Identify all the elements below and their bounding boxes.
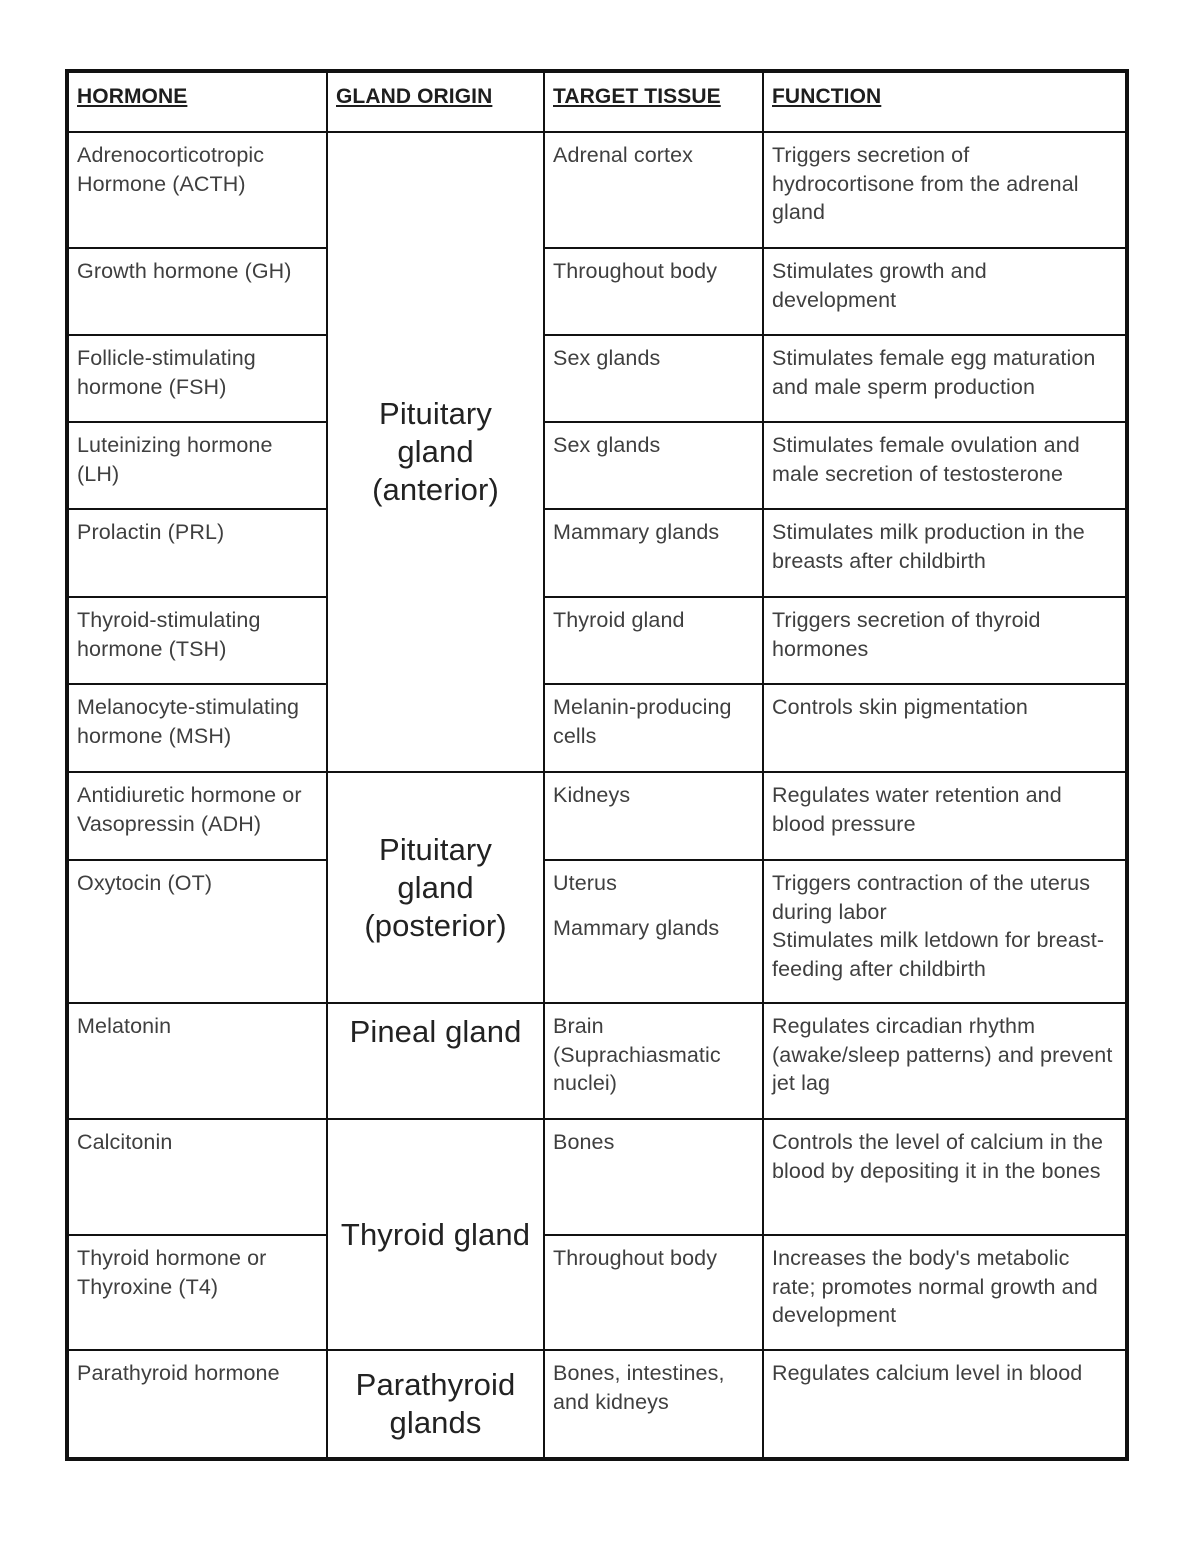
hormone-cell: Melanocyte-stimulating hormone (MSH) bbox=[67, 683, 328, 773]
target-cell: Sex glands bbox=[543, 421, 764, 510]
target-cell: Throughout body bbox=[543, 247, 764, 336]
function-cell: Stimulates growth and development bbox=[762, 247, 1127, 336]
gland-label: Pituitary gland (anterior) bbox=[372, 396, 499, 507]
function-cell: Stimulates female ovulation and male secretion of testosterone bbox=[762, 421, 1127, 510]
target-cell: Sex glands bbox=[543, 334, 764, 423]
header-hormone: HORMONE bbox=[67, 71, 328, 133]
hormone-cell: Follicle-stimulating hormone (FSH) bbox=[67, 334, 328, 423]
target-cell: Thyroid gland bbox=[543, 596, 764, 685]
header-function: FUNCTION bbox=[762, 71, 1127, 133]
target-cell bbox=[543, 859, 764, 1004]
gland-pituitary-anterior bbox=[326, 131, 545, 773]
gland-thyroid bbox=[326, 1118, 545, 1351]
target-line: Uterus bbox=[553, 871, 617, 895]
function-cell: Triggers secretion of hydrocortisone from the adrenal gland bbox=[762, 131, 1127, 249]
function-cell: Regulates water retention and blood pressure bbox=[762, 771, 1127, 861]
function-cell bbox=[762, 859, 1127, 1004]
gland-label: Pituitary gland (posterior) bbox=[364, 831, 507, 943]
function-cell: Stimulates female egg maturation and male sperm production bbox=[762, 334, 1127, 423]
function-line: Triggers contraction of the uterus during labor bbox=[772, 871, 1091, 924]
gland-pituitary-posterior bbox=[326, 771, 545, 1004]
function-cell: Triggers secretion of thyroid hormones bbox=[762, 596, 1127, 685]
hormone-cell: Adrenocorticotropic Hormone (ACTH) bbox=[67, 131, 328, 249]
target-cell: Melanin-producing cells bbox=[543, 683, 764, 773]
header-target-tissue: TARGET TISSUE bbox=[543, 71, 764, 133]
gland-parathyroid bbox=[326, 1349, 545, 1459]
function-cell: Regulates calcium level in blood bbox=[762, 1349, 1127, 1459]
function-cell: Controls skin pigmentation bbox=[762, 683, 1127, 773]
hormone-cell: Luteinizing hormone (LH) bbox=[67, 421, 328, 510]
hormone-cell: Parathyroid hormone bbox=[67, 1349, 328, 1459]
target-line: Mammary glands bbox=[553, 915, 720, 940]
target-cell: Bones bbox=[543, 1118, 764, 1236]
gland-label: Pineal gland bbox=[349, 1014, 522, 1049]
target-cell: Kidneys bbox=[543, 771, 764, 861]
gland-label: Thyroid gland bbox=[340, 1216, 531, 1252]
function-cell: Stimulates milk production in the breasts after childbirth bbox=[762, 508, 1127, 598]
hormone-cell: Thyroid hormone or Thyroxine (T4) bbox=[67, 1234, 328, 1351]
hormone-cell: Thyroid-stimulating hormone (TSH) bbox=[67, 596, 328, 685]
target-cell: Mammary glands bbox=[543, 508, 764, 598]
hormone-cell: Oxytocin (OT) bbox=[67, 859, 328, 1004]
function-line: Stimulates milk letdown for breast-feeding after childbirth bbox=[772, 928, 1105, 981]
function-cell: Controls the level of calcium in the blood by depositing it in the bones bbox=[762, 1118, 1127, 1236]
hormone-cell: Antidiuretic hormone or Vasopressin (ADH) bbox=[67, 771, 328, 861]
target-cell: Brain (Suprachiasmatic nuclei) bbox=[543, 1002, 764, 1120]
hormone-cell: Calcitonin bbox=[67, 1118, 328, 1236]
gland-pineal bbox=[326, 1002, 545, 1120]
target-cell: Bones, intestines, and kidneys bbox=[543, 1349, 764, 1459]
target-cell: Throughout body bbox=[543, 1234, 764, 1351]
hormone-cell: Growth hormone (GH) bbox=[67, 247, 328, 336]
hormone-cell: Melatonin bbox=[67, 1002, 328, 1120]
target-cell: Adrenal cortex bbox=[543, 131, 764, 249]
gland-label: Parathyroid glands bbox=[355, 1367, 516, 1440]
function-cell: Regulates circadian rhythm (awake/sleep patterns) and prevent jet lag bbox=[762, 1002, 1127, 1120]
header-gland-origin: GLAND ORIGIN bbox=[326, 71, 545, 133]
function-cell: Increases the body's metabolic rate; promotes normal growth and development bbox=[762, 1234, 1127, 1351]
hormone-cell: Prolactin (PRL) bbox=[67, 508, 328, 598]
